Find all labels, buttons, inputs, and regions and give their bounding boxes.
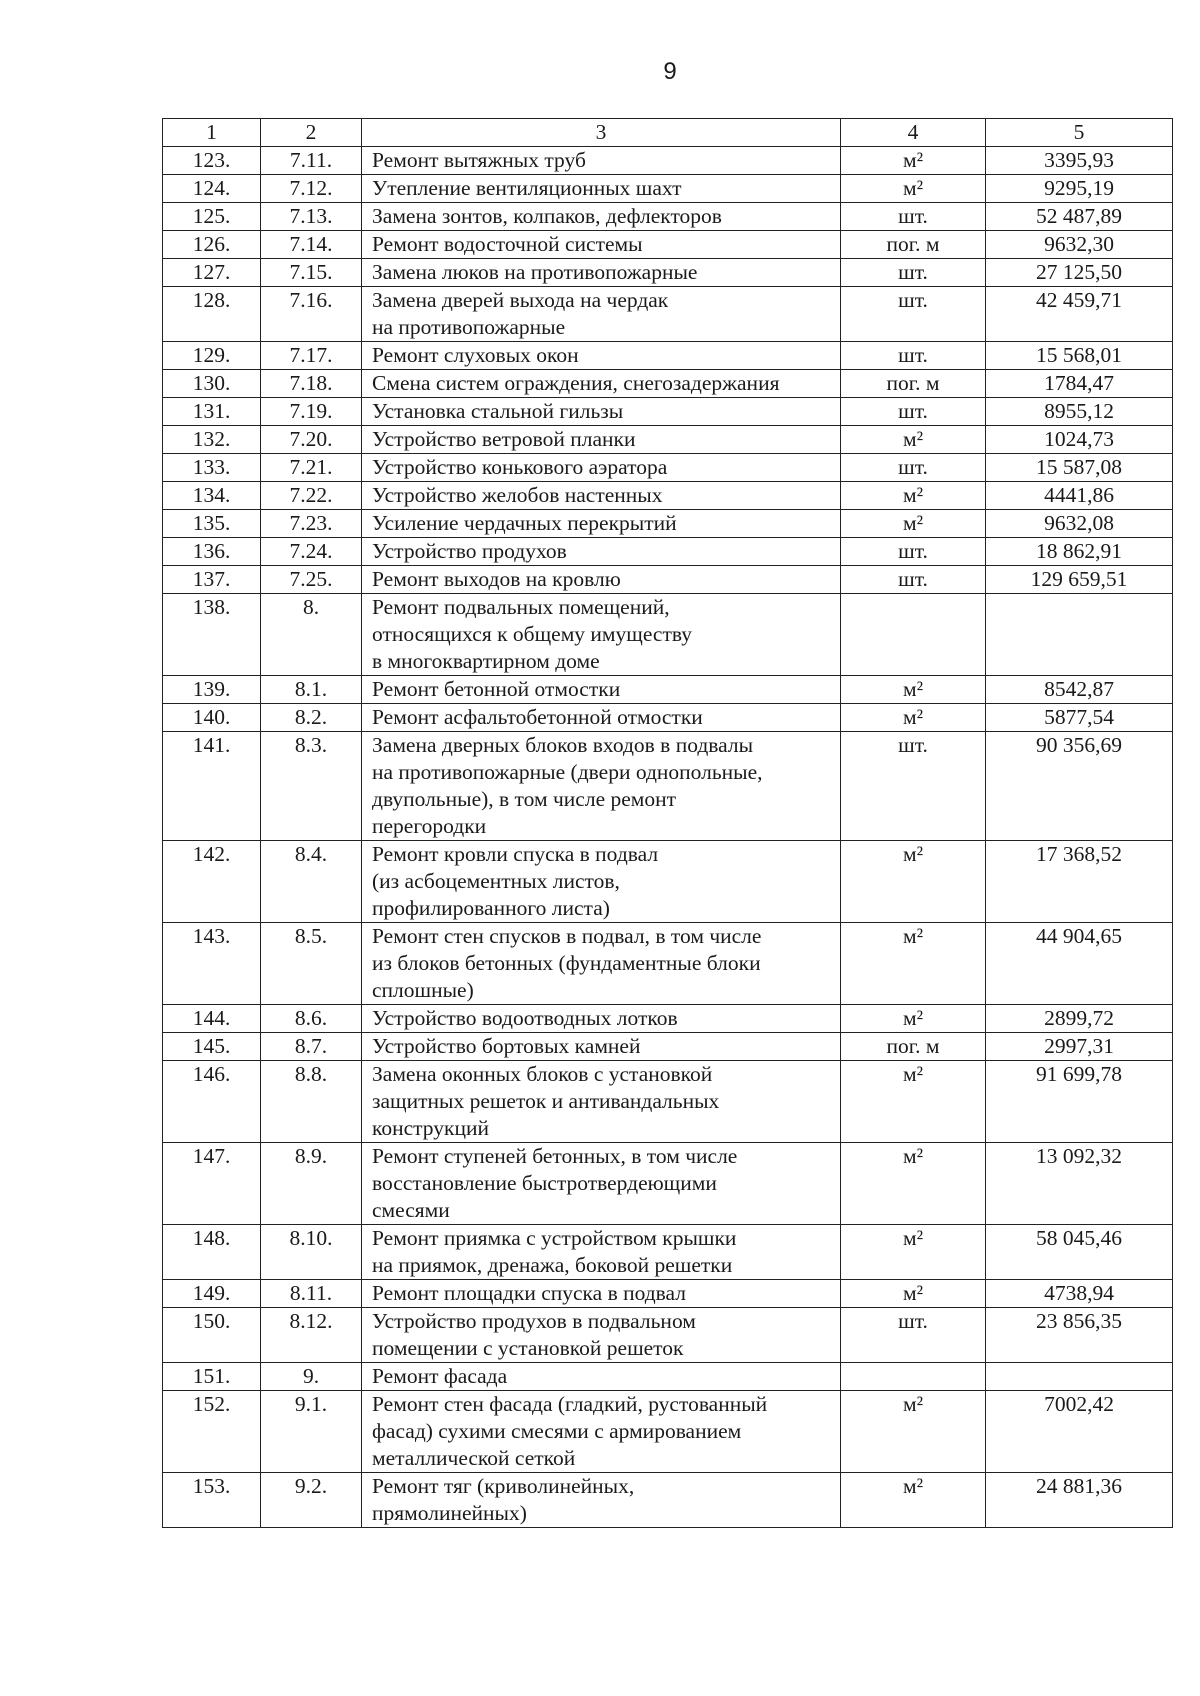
column-header: 4: [841, 119, 986, 147]
price-value: [986, 1363, 1173, 1391]
price-value: 44 904,65: [986, 923, 1173, 1005]
unit-of-measure: [841, 594, 986, 676]
unit-of-measure: м²: [841, 1473, 986, 1528]
item-code: 7.17.: [261, 342, 362, 370]
row-number: 146.: [163, 1061, 261, 1143]
price-value: 24 881,36: [986, 1473, 1173, 1528]
row-number: 129.: [163, 342, 261, 370]
row-number: 141.: [163, 732, 261, 841]
column-header: 3: [362, 119, 841, 147]
row-number: 128.: [163, 287, 261, 342]
unit-of-measure: шт.: [841, 454, 986, 482]
row-number: 149.: [163, 1280, 261, 1308]
table-row: [163, 454, 1173, 482]
item-code: 8.9.: [261, 1143, 362, 1225]
price-value: 1024,73: [986, 426, 1173, 454]
item-code: 7.22.: [261, 482, 362, 510]
work-description: Усиление чердачных перекрытий: [362, 510, 841, 538]
unit-of-measure: м²: [841, 147, 986, 175]
item-code: 7.21.: [261, 454, 362, 482]
table-row: [163, 1143, 1173, 1225]
work-description: Устройство продухов: [362, 538, 841, 566]
price-value: 1784,47: [986, 370, 1173, 398]
item-code: 7.18.: [261, 370, 362, 398]
price-value: 18 862,91: [986, 538, 1173, 566]
price-value: 4738,94: [986, 1280, 1173, 1308]
work-description: Ремонт асфальтобетонной отмостки: [362, 704, 841, 732]
table-row: [163, 732, 1173, 841]
column-header: 5: [986, 119, 1173, 147]
table-row: [163, 203, 1173, 231]
unit-of-measure: шт.: [841, 203, 986, 231]
price-value: 9632,08: [986, 510, 1173, 538]
price-value: 5877,54: [986, 704, 1173, 732]
unit-of-measure: м²: [841, 426, 986, 454]
price-value: 42 459,71: [986, 287, 1173, 342]
work-description: Устройство водоотводных лотков: [362, 1005, 841, 1033]
table-row: [163, 147, 1173, 175]
item-code: 8.8.: [261, 1061, 362, 1143]
item-code: 9.1.: [261, 1391, 362, 1473]
unit-of-measure: м²: [841, 1061, 986, 1143]
table-row: [163, 1391, 1173, 1473]
work-description: Ремонт фасада: [362, 1363, 841, 1391]
item-code: 8.1.: [261, 676, 362, 704]
unit-of-measure: шт.: [841, 566, 986, 594]
price-value: 90 356,69: [986, 732, 1173, 841]
unit-of-measure: шт.: [841, 398, 986, 426]
table-row: [163, 1061, 1173, 1143]
table-row: [163, 704, 1173, 732]
table-body: [163, 147, 1173, 1528]
work-description: Ремонт стен фасада (гладкий, рустованный фасад) сухими смесями с армированием металлической сеткой: [362, 1391, 841, 1473]
unit-of-measure: пог. м: [841, 370, 986, 398]
table-header: [163, 119, 1173, 147]
item-code: 7.20.: [261, 426, 362, 454]
work-description: Ремонт площадки спуска в подвал: [362, 1280, 841, 1308]
work-description: Ремонт выходов на кровлю: [362, 566, 841, 594]
price-value: 129 659,51: [986, 566, 1173, 594]
work-description: Смена систем ограждения, снегозадержания: [362, 370, 841, 398]
unit-of-measure: шт.: [841, 259, 986, 287]
work-description: Ремонт кровли спуска в подвал (из асбоцементных листов, профилированного листа): [362, 841, 841, 923]
row-number: 133.: [163, 454, 261, 482]
unit-of-measure: пог. м: [841, 231, 986, 259]
table-row: [163, 1005, 1173, 1033]
work-description: Установка стальной гильзы: [362, 398, 841, 426]
price-value: 2997,31: [986, 1033, 1173, 1061]
price-value: 4441,86: [986, 482, 1173, 510]
item-code: 9.2.: [261, 1473, 362, 1528]
row-number: 140.: [163, 704, 261, 732]
table-row: [163, 1280, 1173, 1308]
unit-of-measure: м²: [841, 1225, 986, 1280]
unit-of-measure: м²: [841, 1280, 986, 1308]
price-value: 15 587,08: [986, 454, 1173, 482]
item-code: 7.14.: [261, 231, 362, 259]
price-value: 23 856,35: [986, 1308, 1173, 1363]
work-description: Замена люков на противопожарные: [362, 259, 841, 287]
table-row: [163, 923, 1173, 1005]
row-number: 137.: [163, 566, 261, 594]
row-number: 145.: [163, 1033, 261, 1061]
item-code: 7.13.: [261, 203, 362, 231]
table-row: [163, 482, 1173, 510]
table-row: [163, 1363, 1173, 1391]
item-code: 7.12.: [261, 175, 362, 203]
price-value: 9632,30: [986, 231, 1173, 259]
table-row: [163, 231, 1173, 259]
row-number: 152.: [163, 1391, 261, 1473]
price-value: 2899,72: [986, 1005, 1173, 1033]
unit-of-measure: шт.: [841, 1308, 986, 1363]
unit-of-measure: м²: [841, 704, 986, 732]
price-value: 52 487,89: [986, 203, 1173, 231]
table-row: [163, 538, 1173, 566]
price-value: 8955,12: [986, 398, 1173, 426]
work-description: Устройство желобов настенных: [362, 482, 841, 510]
price-value: 13 092,32: [986, 1143, 1173, 1225]
item-code: 8.10.: [261, 1225, 362, 1280]
work-description: Ремонт ступеней бетонных, в том числе восстановление быстротвердеющими смесями: [362, 1143, 841, 1225]
table-row: [163, 1308, 1173, 1363]
table-row: [163, 287, 1173, 342]
price-value: 17 368,52: [986, 841, 1173, 923]
unit-of-measure: м²: [841, 841, 986, 923]
unit-of-measure: м²: [841, 676, 986, 704]
item-code: 8.5.: [261, 923, 362, 1005]
work-description: Утепление вентиляционных шахт: [362, 175, 841, 203]
work-description: Ремонт слуховых окон: [362, 342, 841, 370]
item-code: 8.3.: [261, 732, 362, 841]
price-value: [986, 594, 1173, 676]
row-number: 150.: [163, 1308, 261, 1363]
table-row: [163, 594, 1173, 676]
unit-of-measure: шт.: [841, 732, 986, 841]
row-number: 126.: [163, 231, 261, 259]
row-number: 127.: [163, 259, 261, 287]
row-number: 136.: [163, 538, 261, 566]
table-row: [163, 342, 1173, 370]
header-row: [163, 119, 1173, 147]
work-description: Замена оконных блоков с установкой защитных решеток и антивандальных конструкций: [362, 1061, 841, 1143]
work-description: Ремонт вытяжных труб: [362, 147, 841, 175]
item-code: 7.19.: [261, 398, 362, 426]
row-number: 139.: [163, 676, 261, 704]
row-number: 138.: [163, 594, 261, 676]
row-number: 153.: [163, 1473, 261, 1528]
item-code: 8.7.: [261, 1033, 362, 1061]
item-code: 8.11.: [261, 1280, 362, 1308]
row-number: 144.: [163, 1005, 261, 1033]
work-description: Устройство ветровой планки: [362, 426, 841, 454]
unit-of-measure: [841, 1363, 986, 1391]
unit-of-measure: м²: [841, 482, 986, 510]
table-row: [163, 259, 1173, 287]
row-number: 124.: [163, 175, 261, 203]
price-value: 9295,19: [986, 175, 1173, 203]
unit-of-measure: м²: [841, 1005, 986, 1033]
work-description: Ремонт бетонной отмостки: [362, 676, 841, 704]
unit-of-measure: м²: [841, 175, 986, 203]
row-number: 148.: [163, 1225, 261, 1280]
work-description: Замена дверных блоков входов в подвалы на противопожарные (двери однопольные, двупольные), в том числе ремонт перегородки: [362, 732, 841, 841]
table-row: [163, 175, 1173, 203]
price-value: 7002,42: [986, 1391, 1173, 1473]
row-number: 131.: [163, 398, 261, 426]
item-code: 7.25.: [261, 566, 362, 594]
unit-of-measure: м²: [841, 1391, 986, 1473]
unit-of-measure: шт.: [841, 287, 986, 342]
price-value: 15 568,01: [986, 342, 1173, 370]
price-value: 3395,93: [986, 147, 1173, 175]
unit-of-measure: шт.: [841, 342, 986, 370]
row-number: 123.: [163, 147, 261, 175]
work-description: Ремонт стен спусков в подвал, в том числе из блоков бетонных (фундаментные блоки сплошные): [362, 923, 841, 1005]
item-code: 7.23.: [261, 510, 362, 538]
table-row: [163, 841, 1173, 923]
work-description: Ремонт приямка с устройством крышки на приямок, дренажа, боковой решетки: [362, 1225, 841, 1280]
work-description: Замена дверей выхода на чердак на противопожарные: [362, 287, 841, 342]
work-description: Замена зонтов, колпаков, дефлекторов: [362, 203, 841, 231]
row-number: 143.: [163, 923, 261, 1005]
price-value: 27 125,50: [986, 259, 1173, 287]
work-description: Устройство бортовых камней: [362, 1033, 841, 1061]
column-header: 1: [163, 119, 261, 147]
unit-of-measure: м²: [841, 1143, 986, 1225]
item-code: 7.11.: [261, 147, 362, 175]
column-header: 2: [261, 119, 362, 147]
row-number: 125.: [163, 203, 261, 231]
price-value: 58 045,46: [986, 1225, 1173, 1280]
row-number: 132.: [163, 426, 261, 454]
table-row: [163, 676, 1173, 704]
unit-of-measure: пог. м: [841, 1033, 986, 1061]
row-number: 151.: [163, 1363, 261, 1391]
item-code: 7.16.: [261, 287, 362, 342]
item-code: 7.15.: [261, 259, 362, 287]
unit-of-measure: шт.: [841, 538, 986, 566]
item-code: 9.: [261, 1363, 362, 1391]
item-code: 8.4.: [261, 841, 362, 923]
row-number: 135.: [163, 510, 261, 538]
table-row: [163, 398, 1173, 426]
row-number: 142.: [163, 841, 261, 923]
row-number: 147.: [163, 1143, 261, 1225]
table-row: [163, 510, 1173, 538]
item-code: 8.6.: [261, 1005, 362, 1033]
item-code: 8.2.: [261, 704, 362, 732]
item-code: 8.: [261, 594, 362, 676]
work-description: Ремонт подвальных помещений, относящихся к общему имуществу в многоквартирном доме: [362, 594, 841, 676]
table-row: [163, 426, 1173, 454]
price-value: 91 699,78: [986, 1061, 1173, 1143]
table-row: [163, 566, 1173, 594]
unit-of-measure: м²: [841, 510, 986, 538]
work-description: Устройство конькового аэратора: [362, 454, 841, 482]
page-number: 9: [663, 58, 677, 85]
price-value: 8542,87: [986, 676, 1173, 704]
row-number: 134.: [163, 482, 261, 510]
item-code: 8.12.: [261, 1308, 362, 1363]
work-description: Устройство продухов в подвальном помещении с установкой решеток: [362, 1308, 841, 1363]
price-table: [162, 118, 1173, 1528]
work-description: Ремонт тяг (криволинейных, прямолинейных): [362, 1473, 841, 1528]
table-row: [163, 370, 1173, 398]
unit-of-measure: м²: [841, 923, 986, 1005]
work-description: Ремонт водосточной системы: [362, 231, 841, 259]
table-row: [163, 1225, 1173, 1280]
row-number: 130.: [163, 370, 261, 398]
table-row: [163, 1033, 1173, 1061]
table-row: [163, 1473, 1173, 1528]
item-code: 7.24.: [261, 538, 362, 566]
